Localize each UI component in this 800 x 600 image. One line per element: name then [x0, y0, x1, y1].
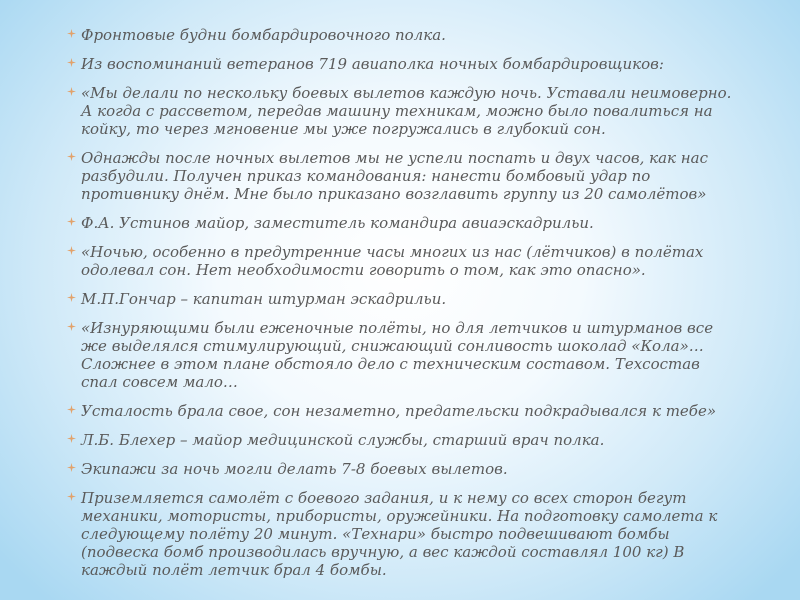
list-item-text: «Мы делали по нескольку боевых вылетов каждую ночь. Уставали неимоверно. А когда с рассветом, передав машину техникам, можно было повалиться на койку, то через мгновение мы уже погружались в глубокий сон.: [81, 84, 732, 138]
star-bullet-icon: [67, 58, 76, 67]
star-bullet-icon: [67, 152, 76, 161]
list-item-text: Однажды после ночных вылетов мы не успели поспать и двух часов, как нас разбудили. Получен приказ командования: нанести бомбовый удар по противнику днём. Мне было приказано возглавить группу из 20 самолётов»: [81, 149, 708, 203]
star-bullet-icon: [67, 217, 76, 226]
list-item-text: Л.Б. Блехер – майор медицинской службы, старший врач полка.: [81, 431, 605, 449]
bullet-list: [67, 26, 735, 590]
list-item: [67, 26, 735, 44]
star-bullet-icon: [67, 492, 76, 501]
star-bullet-icon: [67, 463, 76, 472]
star-bullet-icon: [67, 29, 76, 38]
list-item: [67, 489, 735, 579]
list-item: [67, 149, 735, 203]
list-item-text: «Изнуряющими были еженочные полёты, но для летчиков и штурманов все же выделялся стимулирующий, снижающий сонливость шоколад «Кола»…Сложнее в этом плане обстояло дело с техническим составом. Техсостав спал совсем мало…: [81, 319, 714, 391]
star-bullet-icon: [67, 87, 76, 96]
list-item-text: Фронтовые будни бомбардировочного полка.: [81, 26, 446, 44]
list-item: [67, 243, 735, 279]
star-bullet-icon: [67, 405, 76, 414]
list-item: [67, 460, 735, 478]
list-item: [67, 214, 735, 232]
list-item: [67, 84, 735, 138]
list-item-text: М.П.Гончар – капитан штурман эскадрильи.: [81, 290, 447, 308]
list-item: [67, 290, 735, 308]
star-bullet-icon: [67, 293, 76, 302]
list-item: [67, 319, 735, 391]
star-bullet-icon: [67, 434, 76, 443]
list-item: [67, 431, 735, 449]
list-item: [67, 402, 735, 420]
list-item-text: Усталость брала свое, сон незаметно, предательски подкрадывался к тебе»: [81, 402, 717, 420]
list-item-text: Экипажи за ночь могли делать 7-8 боевых вылетов.: [81, 460, 508, 478]
list-item-text: «Ночью, особенно в предутренние часы многих из нас (лётчиков) в полётах одолевал сон. Нет необходимости говорить о том, как это опасно».: [81, 243, 704, 279]
star-bullet-icon: [67, 322, 76, 331]
star-bullet-icon: [67, 246, 76, 255]
list-item-text: Из воспоминаний ветеранов 719 авиаполка ночных бомбардировщиков:: [81, 55, 664, 73]
list-item-text: Ф.А. Устинов майор, заместитель командира авиаэскадрильи.: [81, 214, 594, 232]
list-item-text: Приземляется самолёт с боевого задания, и к нему со всех сторон бегут механики, мотористы, прибористы, оружейники. На подготовку самолета к следующему полёту 20 минут. «Технари» быстро подвешивают бомбы (подвеска бомб производилась вручную, а вес каждой составлял 100 кг) В каждый полёт летчик брал 4 бомбы.: [81, 489, 718, 579]
list-item: [67, 55, 735, 73]
